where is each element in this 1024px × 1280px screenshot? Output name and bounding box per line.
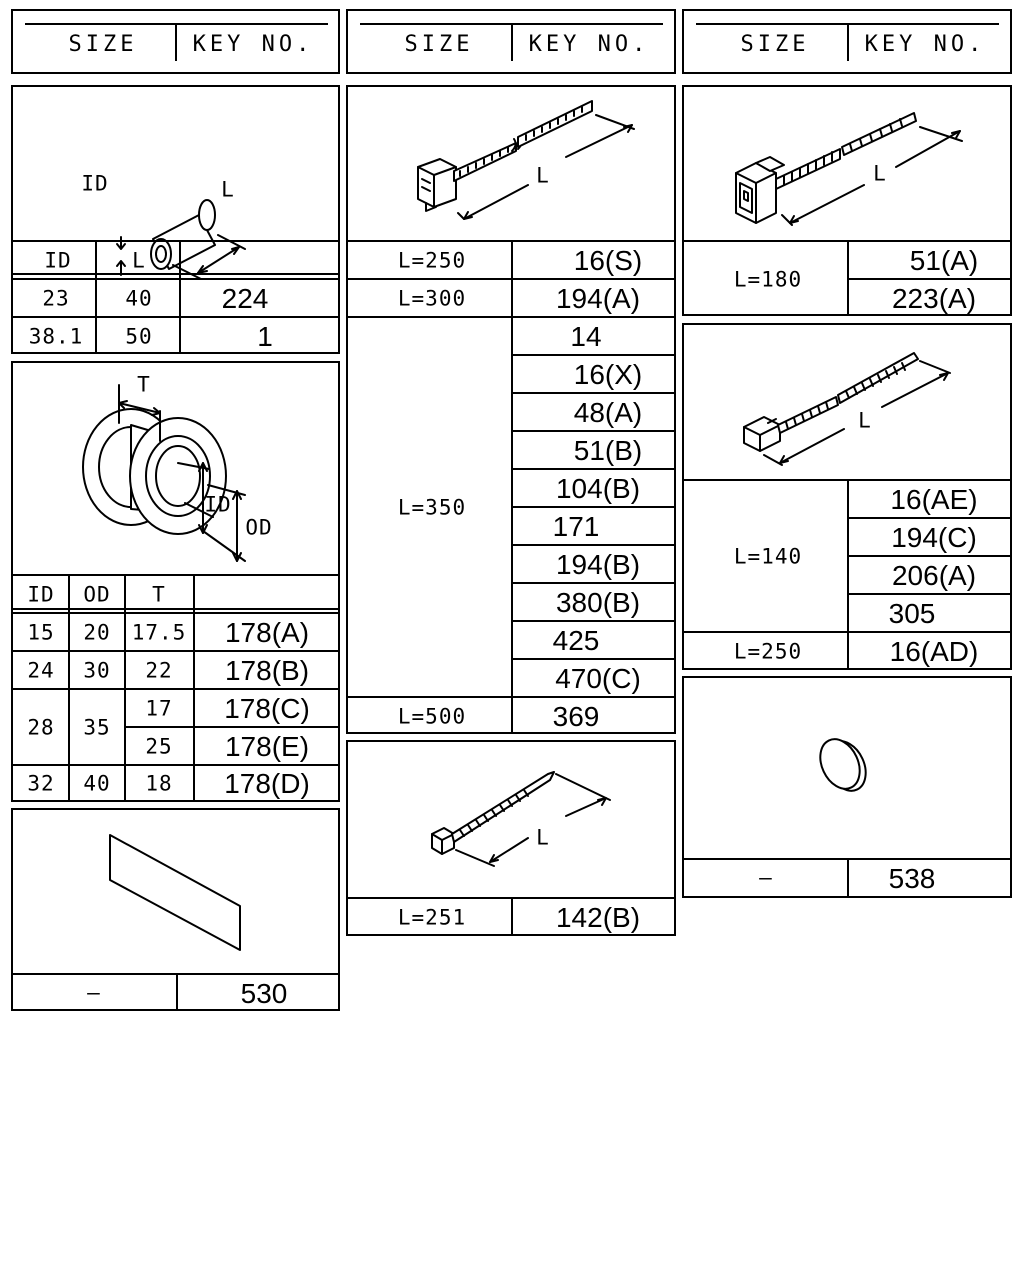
grommet-row-2-key: 178(B) [224,655,310,686]
grommet-row-1-od: 20 [83,620,111,645]
grommet-col-divider [124,574,126,800]
sleeve-row-1-id: 23 [42,286,70,311]
grommet-table-head-rule [13,612,338,614]
clip-tie-row-2-size: L=300 [397,286,467,311]
small-tie-dim-l: L [536,825,550,850]
sleeve-col-divider [95,240,97,354]
clip-tie-row-3-key-9: 425 [552,625,600,656]
clip-tie-row-rule [511,392,674,394]
sleeve-row-1-l: 40 [125,286,153,311]
sleeve-dim-id: ID [81,171,109,196]
cable-tie-group-1-size: L=140 [733,544,803,569]
grommet-row-1-t: 17.5 [131,620,187,645]
grommet-table-row-rule [124,726,338,728]
clip-tie-row-rule [511,620,674,622]
header-divider [511,23,513,61]
plug-key: 538 [888,863,936,894]
clip-tie-col-divider [511,240,513,732]
clip-tie-row-rule [511,582,674,584]
clip-tie-row-rule [511,544,674,546]
grommet-dim-id: ID [204,492,232,517]
grommet-row-3-id: 28 [27,715,55,740]
cable-tie-group-1-key-3: 206(A) [891,560,977,591]
cable-tie-group-1-key-2: 194(C) [891,522,977,553]
clip-tie-illustration [348,87,678,242]
small-tie-illustration [348,742,678,898]
plug-illustration [684,678,1014,860]
header-size-label: SIZE [68,32,138,57]
mount-tie-key-1: 51(A) [909,245,979,276]
grommet-row-1-key: 178(A) [224,617,310,648]
cable-tie-group-1-key-4: 305 [888,598,936,629]
mount-tie-size: L=180 [733,267,803,292]
sleeve-table-top [13,240,338,242]
header-divider [847,23,849,61]
sleeve-col-id: ID [44,248,72,273]
sleeve-row-2-id: 38.1 [28,324,84,349]
clip-tie-row-3-key-6: 171 [552,511,600,542]
clip-tie-row-3-key-1: 14 [570,321,602,352]
clip-tie-row-rule [511,430,674,432]
sleeve-col-l: L [132,248,146,273]
grommet-row-2-id: 24 [27,658,55,683]
plug-col-divider [847,858,849,896]
grommet-row-3-key: 178(C) [224,693,310,724]
cable-tie-illustration [684,325,1014,481]
grommet-illustration [13,363,342,578]
header-key-label: KEY NO. [528,32,650,57]
grommet-col-divider [193,574,195,800]
plate-col-divider [176,973,178,1009]
grommet-dim-od: OD [245,515,273,540]
grommet-col-t: T [152,582,166,607]
clip-tie-row-3-key-5: 104(B) [555,473,641,504]
clip-tie-row-3-key-3: 48(A) [573,397,643,428]
mount-tie-panel [682,85,1012,316]
grommet-row-4-t: 25 [145,734,173,759]
clip-tie-dim-l: L [536,163,550,188]
clip-tie-row-4-size: L=500 [397,704,467,729]
sleeve-row-2-l: 50 [125,324,153,349]
grommet-table-row-rule [13,764,338,766]
sleeve-table-head-rule [13,278,338,280]
grommet-table-row-rule [13,688,338,690]
grommet-row-2-t: 22 [145,658,173,683]
clip-tie-row-rule [511,658,674,660]
sleeve-row-1-key: 224 [221,283,269,314]
plate-panel [11,808,340,1011]
small-tie-key: 142(B) [555,902,641,933]
sleeve-row-2-key: 1 [257,321,273,352]
sleeve-panel [11,85,340,354]
mount-tie-row-rule [847,278,1010,280]
sleeve-table-row-rule [13,316,338,318]
header-size-label: SIZE [740,32,810,57]
grommet-panel [11,361,340,802]
plug-panel [682,676,1012,898]
grommet-table-top [13,574,338,576]
clip-tie-row-3-key-7: 194(B) [555,549,641,580]
header-size-label: SIZE [404,32,474,57]
clip-tie-row-4-key: 369 [552,701,600,732]
grommet-dim-t: T [137,372,151,397]
header-col-3 [682,9,1012,74]
mount-tie-col-divider [847,240,849,314]
grommet-table-head-rule [13,608,338,610]
cable-tie-group-1-key-1: 16(AE) [890,484,978,515]
cable-tie-panel [682,323,1012,670]
plate-key: 530 [240,978,288,1009]
cable-tie-dim-l: L [858,408,872,433]
grommet-row-3-od: 35 [83,715,111,740]
cable-tie-row-rule [847,593,1010,595]
plate-size: — [87,980,101,1005]
grommet-row-1-id: 15 [27,620,55,645]
clip-tie-row-1-size: L=250 [397,248,467,273]
grommet-row-5-key: 178(D) [224,768,310,799]
header-col-2 [346,9,676,74]
clip-tie-row-3-key-8: 380(B) [555,587,641,618]
plate-illustration [13,810,342,975]
cable-tie-row-rule [847,555,1010,557]
clip-tie-row-3-size: L=350 [397,495,467,520]
small-tie-col-divider [511,897,513,934]
mount-tie-illustration [684,87,1014,242]
grommet-row-5-od: 40 [83,771,111,796]
clip-tie-row-rule [511,506,674,508]
grommet-row-2-od: 30 [83,658,111,683]
sleeve-table-head-rule [13,273,338,275]
grommet-table-row-rule [13,650,338,652]
clip-tie-row-rule [511,468,674,470]
clip-tie-row-2-key: 194(A) [555,283,641,314]
plug-size: — [759,865,773,890]
grommet-col-divider [68,574,70,800]
header-col-1 [11,9,340,74]
small-tie-size: L=251 [397,905,467,930]
clip-tie-row-1-key: 16(S) [573,245,643,276]
sleeve-illustration [13,87,342,247]
grommet-col-od: OD [83,582,111,607]
sleeve-dim-l: L [221,177,235,202]
mount-tie-dim-l: L [873,161,887,186]
cable-tie-col-divider [847,479,849,668]
small-tie-panel [346,740,676,936]
header-divider [175,23,177,61]
cable-tie-group-2-key-1: 16(AD) [889,636,979,667]
grommet-row-5-id: 32 [27,771,55,796]
sleeve-col-divider [179,240,181,354]
cable-tie-group-2-size: L=250 [733,639,803,664]
header-key-label: KEY NO. [864,32,986,57]
clip-tie-panel [346,85,676,734]
clip-tie-row-rule [511,354,674,356]
clip-tie-row-3-key-10: 470(C) [555,663,641,694]
grommet-row-3-t: 17 [145,696,173,721]
grommet-row-4-key: 178(E) [224,731,310,762]
header-key-label: KEY NO. [192,32,314,57]
grommet-row-5-t: 18 [145,771,173,796]
clip-tie-row-3-key-2: 16(X) [573,359,643,390]
clip-tie-row-3-key-4: 51(B) [573,435,643,466]
cable-tie-row-rule [847,517,1010,519]
mount-tie-key-2: 223(A) [891,283,977,314]
grommet-col-id: ID [27,582,55,607]
